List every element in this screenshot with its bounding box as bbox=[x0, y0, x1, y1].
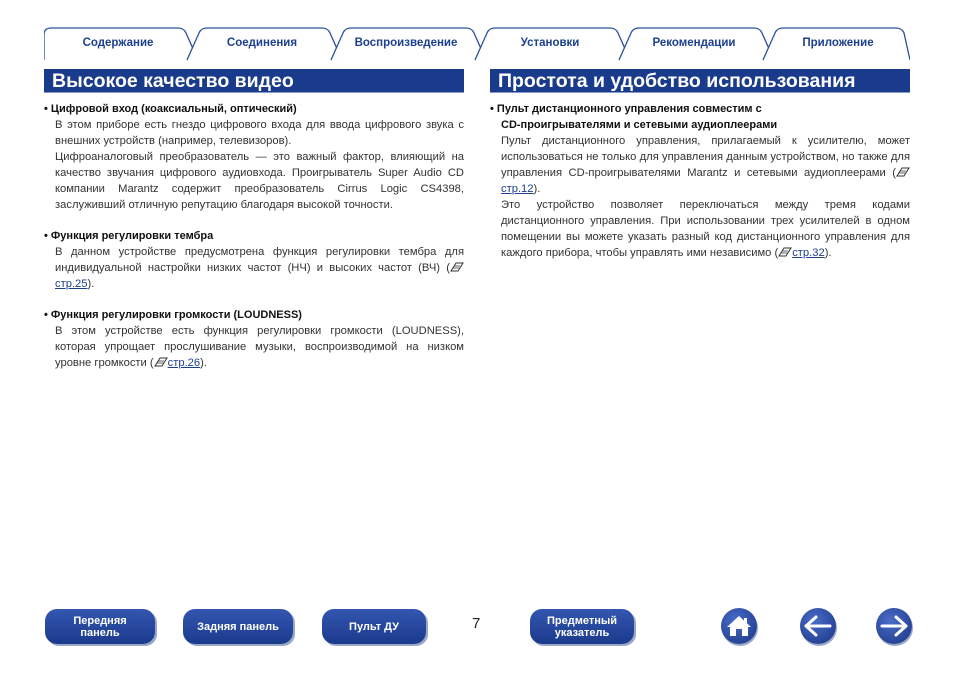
bullet-tone-control-title: • Функция регулировки тембра bbox=[44, 230, 214, 242]
loudness-paragraph: В этом устройстве есть функция регулировки громкости (LOUDNESS), которая упрощает прослушивание музыки, воспроизводимой на низком уровне громкости ( стр.26). bbox=[55, 325, 464, 369]
tone-control-paragraph: В данном устройстве предусмотрена функция регулировки тембра для индивидуальной настройки низких частот (НЧ) и высоких частот (ВЧ) (стр.25). bbox=[55, 246, 464, 290]
index-button[interactable] bbox=[530, 609, 634, 644]
page-link-25[interactable]: стр.25 bbox=[55, 278, 88, 290]
bullet-digital-input-title: • Цифровой вход (коаксиальный, оптический) bbox=[44, 103, 297, 115]
page-link-26[interactable]: стр.26 bbox=[167, 357, 201, 369]
front-panel-button[interactable] bbox=[45, 609, 155, 644]
page-link-32[interactable]: стр.32 bbox=[792, 247, 825, 259]
home-icon bbox=[726, 614, 752, 638]
bullet-remote-title: • Пульт дистанционного управления совместим с bbox=[490, 103, 762, 115]
digital-input-paragraph-1: В этом приборе есть гнездо цифрового входа для ввода цифрового звука с внешних устройств (например, телевизоров). bbox=[55, 119, 464, 147]
page-link-12[interactable]: стр.12 bbox=[501, 183, 534, 195]
page-reference-icon bbox=[778, 246, 792, 258]
rear-panel-label: Задняя панель bbox=[197, 620, 279, 633]
bullet-loudness-title: • Функция регулировки громкости (LOUDNESS) bbox=[44, 309, 302, 321]
right-column bbox=[490, 101, 910, 261]
rear-panel-button[interactable] bbox=[183, 609, 293, 644]
index-label-line1: Предметный bbox=[546, 614, 618, 627]
digital-input-paragraph-2: Цифроаналоговый преобразователь — это важный фактор, влияющий на качество звучания цифрового аудиовхода. Проигрыватель Super Audio CD компании Marantz содержит преобразователь Cirrus Logic CS4398, заслуживший отличную репутацию благодаря высокой точности. bbox=[55, 151, 464, 211]
bullet-remote-title-line2: CD-проигрывателями и сетевыми аудиоплеерами bbox=[501, 119, 778, 131]
tab-contents[interactable]: Содержание bbox=[82, 37, 154, 49]
front-panel-label-line2: панель bbox=[80, 626, 120, 639]
arrow-right-icon bbox=[880, 615, 908, 637]
page-reference-icon bbox=[450, 261, 464, 273]
remote-control-label: Пульт ДУ bbox=[349, 620, 399, 633]
page-reference-icon bbox=[896, 166, 910, 178]
arrow-left-icon bbox=[804, 615, 832, 637]
remote-paragraph-2: Это устройство позволяет переключаться между тремя кодами дистанционного управления. При использовании трех усилителей в одном помещении вы можете указать разный код дистанционного управления для каждого прибора, чтобы управлять ими независимо ( стр.32). bbox=[501, 199, 910, 259]
remote-control-button[interactable] bbox=[322, 609, 426, 644]
tab-tips[interactable]: Рекомендации bbox=[652, 37, 736, 49]
back-button[interactable] bbox=[800, 608, 836, 644]
home-button[interactable] bbox=[721, 608, 757, 644]
top-tab-bar bbox=[44, 27, 910, 61]
page-number: 7 bbox=[472, 615, 481, 632]
remote-paragraph-1: Пульт дистанционного управления, прилагаемый к усилителю, может использоваться не только для управления данным устройством, но также для управления CD-проигрывателями Marantz и сетевыми аудиоплеерами (стр.12). bbox=[501, 135, 910, 195]
left-column bbox=[44, 101, 464, 371]
tab-connections[interactable]: Соединения bbox=[226, 37, 298, 49]
left-section-heading: Высокое качество видео bbox=[44, 69, 464, 93]
page-reference-icon bbox=[154, 356, 168, 368]
tab-setup[interactable]: Установки bbox=[520, 37, 580, 49]
tab-playback[interactable]: Воспроизведение bbox=[354, 37, 458, 49]
tab-appendix[interactable]: Приложение bbox=[802, 37, 874, 49]
forward-button[interactable] bbox=[876, 608, 912, 644]
front-panel-label-line1: Передняя bbox=[73, 614, 127, 627]
index-label-line2: указатель bbox=[554, 626, 610, 639]
right-section-heading: Простота и удобство использования bbox=[490, 69, 910, 93]
